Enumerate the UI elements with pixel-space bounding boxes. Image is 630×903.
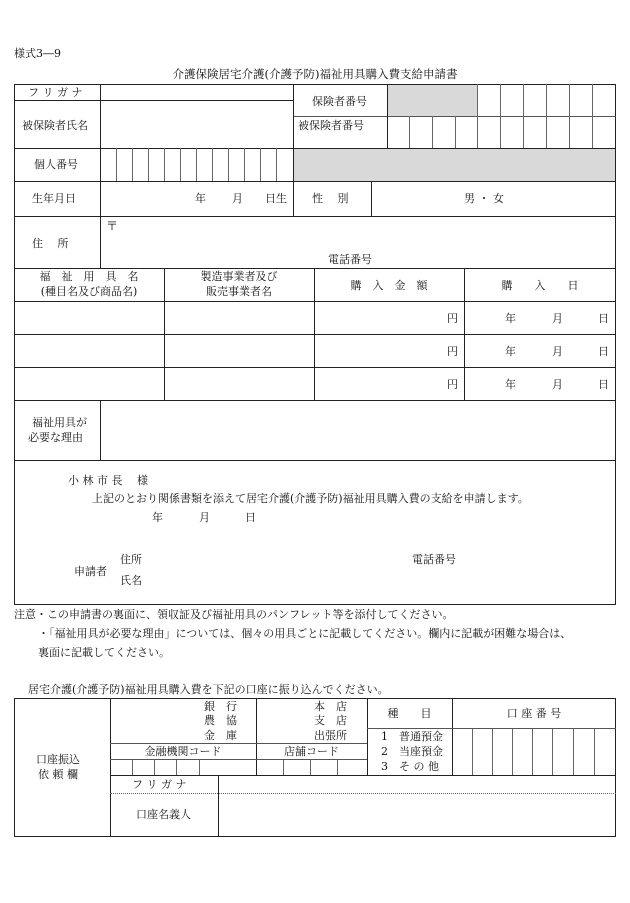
insured-name-label: 被保険者氏名 bbox=[22, 119, 88, 132]
row1-day: 日 bbox=[598, 312, 609, 325]
branch-code-label: 店舗コード bbox=[284, 745, 339, 758]
applicant-address-label: 住所 bbox=[120, 553, 142, 566]
personal-number-shade bbox=[294, 149, 615, 181]
account-holder-field[interactable] bbox=[219, 794, 615, 836]
transfer-side-label-2: 依 頼 欄 bbox=[38, 768, 78, 781]
branch-type-branch: 支 店 bbox=[314, 714, 347, 727]
personal-number-label: 個人番号 bbox=[34, 158, 78, 171]
account-number-label: 口 座 番 号 bbox=[506, 707, 562, 720]
note-3: 裏面に記載してください。 bbox=[38, 646, 170, 659]
account-kind-other[interactable]: 3 そ の 他 bbox=[381, 760, 439, 773]
account-kind-checking[interactable]: 2 当座預金 bbox=[381, 745, 443, 758]
form-id: 様式3―9 bbox=[14, 47, 61, 60]
insured-name-field[interactable] bbox=[101, 101, 293, 148]
app-date-month: 月 bbox=[199, 511, 210, 524]
birthdate-year-unit: 年 bbox=[195, 192, 206, 205]
reason-label-2: 必要な理由 bbox=[28, 431, 83, 444]
applicant-name-label: 氏名 bbox=[120, 574, 142, 587]
row2-year: 年 bbox=[505, 345, 516, 358]
transfer-side-label-1: 口座振込 bbox=[36, 753, 80, 766]
note-2: ・「福祉用具が必要な理由」については、個々の用具ごとに記載してください。欄内に記載が困難な場合は、 bbox=[38, 627, 572, 640]
row1-year: 年 bbox=[505, 312, 516, 325]
note-1: 注意・この申請書の裏面に、領収証及び福祉用具のパンフレット等を添付してください。 bbox=[14, 608, 454, 621]
reason-label-1: 福祉用具が bbox=[32, 416, 87, 429]
bank-code-label: 金融機関コード bbox=[144, 745, 222, 758]
bank-type-bank: 銀 行 bbox=[204, 700, 237, 713]
app-date-day: 日 bbox=[245, 511, 256, 524]
row3-year: 年 bbox=[505, 378, 516, 391]
bank-type-ja: 農 協 bbox=[204, 714, 237, 727]
row2-month: 月 bbox=[552, 345, 563, 358]
maker-header: 製造事業者及び bbox=[200, 270, 278, 283]
row1-month: 月 bbox=[552, 312, 563, 325]
reason-field[interactable] bbox=[101, 401, 615, 459]
birthdate-label: 生年月日 bbox=[32, 192, 76, 205]
holder-furigana-label: フ リ ガ ナ bbox=[132, 778, 187, 791]
insurer-number-shade bbox=[387, 85, 477, 116]
kind-label: 種 目 bbox=[387, 707, 432, 720]
furigana-label: フ リ ガ ナ bbox=[28, 86, 83, 99]
row2-yen: 円 bbox=[447, 345, 458, 358]
addressee: 小 林 市 長 様 bbox=[68, 474, 148, 487]
sex-options[interactable]: 男 ・ 女 bbox=[464, 192, 504, 205]
bank-type-kinko: 金 庫 bbox=[204, 729, 237, 742]
birthdate-month-unit: 月 bbox=[232, 192, 243, 205]
sex-label: 性 別 bbox=[312, 192, 349, 205]
account-holder-label: 口座名義人 bbox=[136, 808, 191, 821]
applicant-phone-label: 電話番号 bbox=[412, 553, 456, 566]
insured-number-label: 被保険者番号 bbox=[298, 119, 364, 132]
date-header: 購 入 日 bbox=[501, 279, 579, 292]
statement: 上記のとおり関係書類を添えて居宅介護(介護予防)福祉用具購入費の支給を申請します。 bbox=[92, 492, 529, 505]
insurer-number-label: 保険者番号 bbox=[312, 95, 367, 108]
item-subheader: (種目名及び商品名) bbox=[40, 285, 138, 298]
item-header: 福 祉 用 具 名 bbox=[39, 270, 139, 283]
amount-header: 購 入 金 額 bbox=[350, 279, 428, 292]
page-title: 介護保険居宅介護(介護予防)福祉用具購入費支給申請書 bbox=[172, 67, 458, 81]
row3-day: 日 bbox=[598, 378, 609, 391]
maker-subheader: 販売事業者名 bbox=[206, 285, 272, 298]
app-date-year: 年 bbox=[152, 511, 163, 524]
row1-yen: 円 bbox=[447, 312, 458, 325]
branch-type-main: 本 店 bbox=[314, 700, 347, 713]
transfer-intro: 居宅介護(介護予防)福祉用具購入費を下記の口座に振り込んでください。 bbox=[28, 683, 389, 696]
branch-type-office: 出張所 bbox=[314, 729, 347, 742]
account-kind-savings[interactable]: 1 普通預金 bbox=[381, 730, 443, 743]
row3-yen: 円 bbox=[447, 378, 458, 391]
row2-day: 日 bbox=[598, 345, 609, 358]
address-label: 住 所 bbox=[32, 237, 69, 250]
row3-month: 月 bbox=[552, 378, 563, 391]
postal-mark: 〒 bbox=[106, 219, 119, 233]
applicant-label: 申請者 bbox=[74, 565, 107, 578]
phone-label: 電話番号 bbox=[328, 253, 372, 266]
birthdate-day-unit: 日生 bbox=[265, 192, 287, 205]
